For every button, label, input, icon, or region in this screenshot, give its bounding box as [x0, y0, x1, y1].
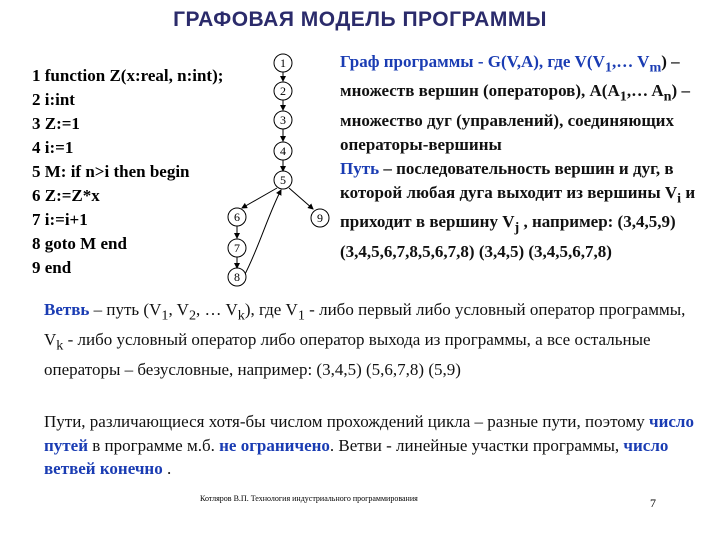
slide-footer: Котляров В.П. Технология индустриального программирования — [200, 494, 418, 503]
graph-node-label: 5 — [280, 173, 286, 187]
graph-node-label: 9 — [317, 211, 323, 225]
graph-node-label: 4 — [280, 144, 286, 158]
code-line: 6 Z:=Z*x — [32, 186, 100, 205]
graph-node-label: 2 — [280, 84, 286, 98]
page-number: 7 — [650, 496, 656, 510]
branch-definition: Ветвь – путь ($V_1$, $V_2$, … $V_k$), где $V_1$ - либо первый либо условный оператор программы, $V_k$ - либо условный оператор либо оператор выхода из программы, а все остальные операторы – безусловные, например: (3,4,5) (5,6,7,8) (5,9) — [44, 300, 686, 379]
graph-node-label: 1 — [280, 56, 286, 70]
code-line: 4 i:=1 — [32, 138, 74, 157]
graph-node-label: 6 — [234, 210, 240, 224]
code-line: 3 Z:=1 — [32, 114, 80, 133]
graph-definition — [340, 50, 705, 264]
path-definition-paragraph: Путь – последовательность вершин и дуг, в которой любая дуга выходит из вершины $V_i$ и приходит в вершину $V_j$ , например: (3,4,5,9) (3,4,5,6,7,8,5,6,7,8) (3,4,5) (3,4,5,6,7,8) — [340, 158, 696, 261]
code-line: 1 function Z(x:real, n:int); — [32, 66, 224, 85]
code-line: 2 i:int — [32, 90, 75, 109]
code-line: 7 i:=i+1 — [32, 210, 88, 229]
graph-node-label: 8 — [234, 270, 240, 284]
graph-node-label: 3 — [280, 113, 286, 127]
edge-5-9 — [289, 188, 313, 209]
code-line: 5 M: if n>i then begin — [32, 162, 190, 181]
edge-5-6 — [242, 188, 277, 208]
slide-title: ГРАФОВАЯ МОДЕЛЬ ПРОГРАММЫ — [173, 8, 547, 31]
code-line: 9 end — [32, 258, 72, 277]
graph-definition-paragraph: Граф программы - G(V,A), где $V(V_1,\dots$ $V_m$) – множеств вершин (операторов), $A(A_1,\dots$ $A_n$) – множество дуг (управлений), соединяющих операторы-вершины — [340, 52, 690, 154]
code-line: 8 goto M end — [32, 234, 127, 253]
paths-paragraph: Пути, различающиеся хотя-бы числом прохождений цикла – разные пути, поэтому число путей в программе м.б. не ограничено. Ветви - линейные участки программы, число ветвей конечно . — [44, 412, 694, 478]
graph-node-label: 7 — [234, 241, 240, 255]
edge-8-5 — [244, 190, 281, 276]
